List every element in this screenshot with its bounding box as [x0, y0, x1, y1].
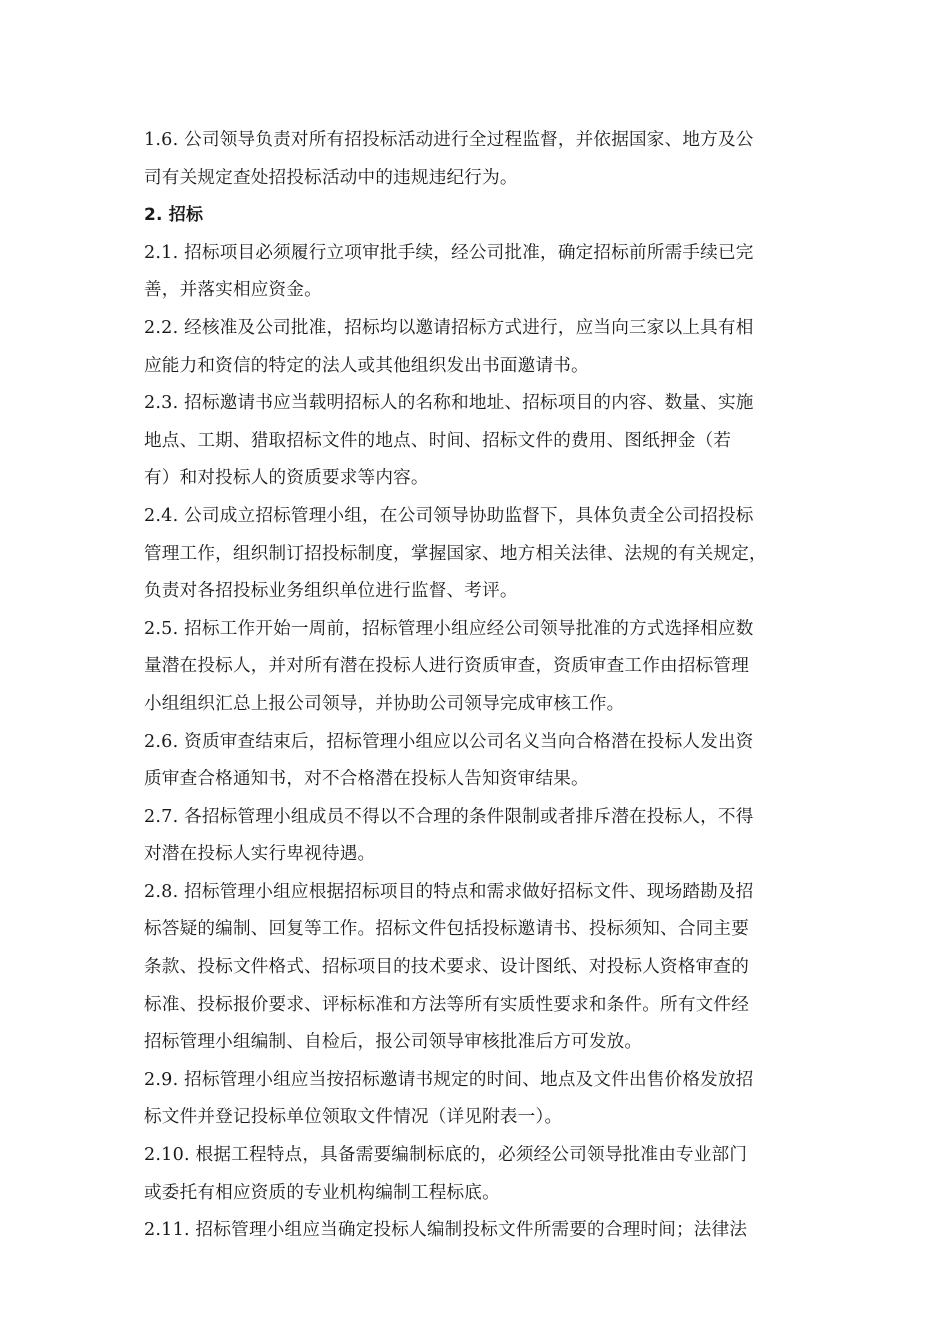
text-line: 标答疑的编制、回复等工作。招标文件包括投标邀请书、投标须知、合同主要	[144, 919, 749, 940]
document-body	[144, 122, 808, 1250]
text-line: 条款、投标文件格式、招标项目的技术要求、设计图纸、对投标人资格审查的	[144, 957, 749, 978]
text-line: 2.2. 经核准及公司批准，招标均以邀请招标方式进行，应当向三家以上具有相	[144, 317, 754, 338]
text-line: 或委托有相应资质的专业机构编制工程标底。	[144, 1182, 500, 1203]
text-line: 招标管理小组编制、自检后，报公司领导审核批准后方可发放。	[144, 1032, 643, 1053]
text-line: 2.1. 招标项目必须履行立项审批手续，经公司批准，确定招标前所需手续已完	[144, 242, 754, 263]
text-line: 地点、工期、猎取招标文件的地点、时间、招标文件的费用、图纸押金（若	[144, 430, 732, 451]
text-line: 2.5. 招标工作开始一周前，招标管理小组应经公司领导批准的方式选择相应数	[144, 618, 754, 639]
text-line: 量潜在投标人，并对所有潜在投标人进行资质审查，资质审查工作由招标管理	[144, 656, 749, 677]
text-line: 有）和对投标人的资质要求等内容。	[144, 468, 429, 489]
text-line: 1.6. 公司领导负责对所有招投标活动进行全过程监督，并依据国家、地方及公	[144, 130, 754, 150]
text-line: 司有关规定查处招投标活动中的违规违纪行为。	[144, 167, 518, 188]
text-line: 应能力和资信的特定的法人或其他组织发出书面邀请书。	[144, 355, 589, 376]
text-line: 2.6. 资质审查结束后，招标管理小组应以公司名义当向合格潜在投标人发出资	[144, 731, 754, 752]
text-line: 2.10. 根据工程特点，具备需要编制标底的，必须经公司领导批准由专业部门	[144, 1145, 748, 1166]
text-line: 小组组织汇总上报公司领导，并协助公司领导完成审核工作。	[144, 693, 625, 714]
text-line: 质审查合格通知书，对不合格潜在投标人告知资审结果。	[144, 769, 589, 790]
text-line: 管理工作，组织制订招投标制度，掌握国家、地方相关法律、法规的有关规定，	[144, 543, 767, 564]
text-line: 2.11. 招标管理小组应当确定投标人编制投标文件所需要的合理时间；法律法	[144, 1220, 748, 1241]
text-line: 标文件并登记投标单位领取文件情况（详见附表一）。	[144, 1107, 563, 1128]
text-line: 对潜在投标人实行卑视待遇。	[144, 844, 376, 865]
text-line: 2.8. 招标管理小组应根据招标项目的特点和需求做好招标文件、现场踏勘及招	[144, 881, 754, 902]
text-line: 2.9. 招标管理小组应当按招标邀请书规定的时间、地点及文件出售价格发放招	[144, 1069, 754, 1090]
section-heading: 2. 招标	[144, 205, 204, 226]
text-line: 2.3. 招标邀请书应当载明招标人的名称和地址、招标项目的内容、数量、实施	[144, 393, 754, 414]
text-line: 标准、投标报价要求、评标标准和方法等所有实质性要求和条件。所有文件经	[144, 994, 749, 1015]
text-line: 负责对各招投标业务组织单位进行监督、考评。	[144, 581, 518, 602]
text-line: 善，并落实相应资金。	[144, 280, 322, 301]
text-line: 2.7. 各招标管理小组成员不得以不合理的条件限制或者排斥潜在投标人，不得	[144, 806, 754, 827]
text-line: 2.4. 公司成立招标管理小组，在公司领导协助监督下，具体负责全公司招投标	[144, 505, 754, 526]
